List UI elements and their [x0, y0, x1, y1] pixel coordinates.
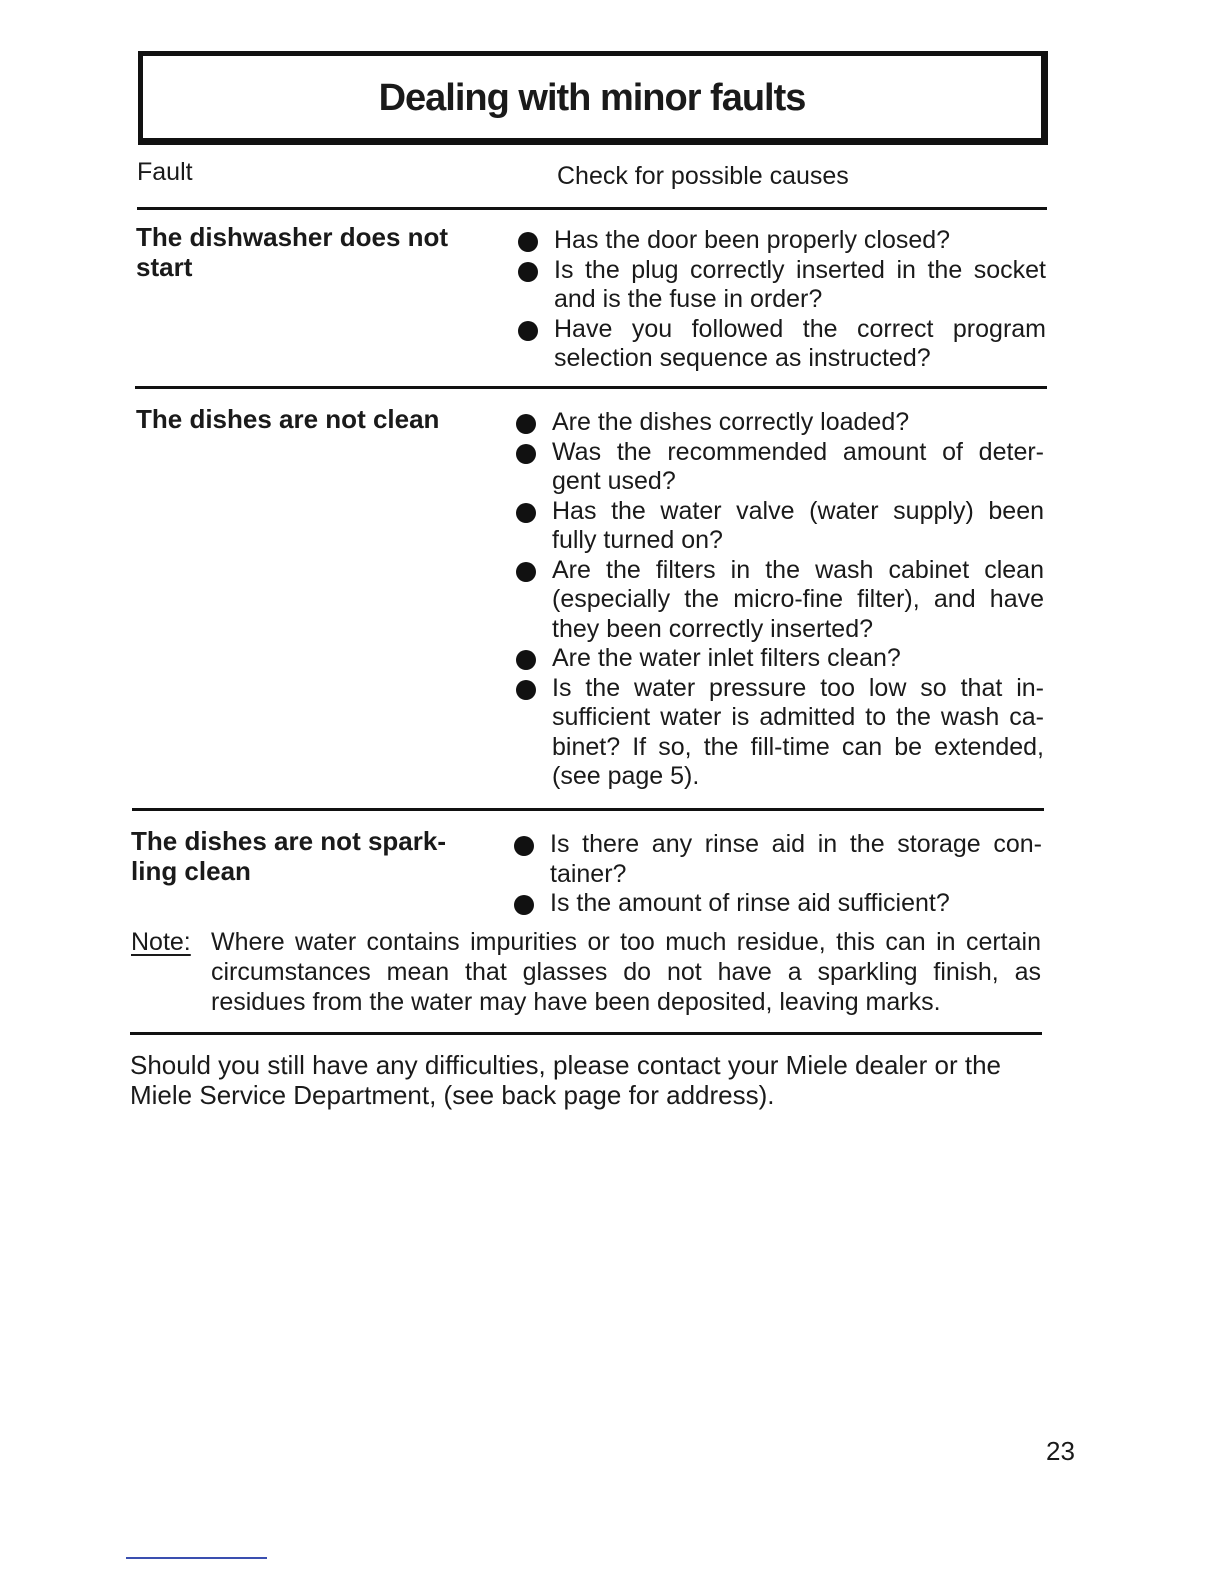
bullet-icon	[516, 680, 536, 700]
note	[131, 927, 1041, 1017]
row-divider	[135, 386, 1047, 389]
page-title: Dealing with minor faults	[378, 76, 806, 119]
bullet-icon	[516, 414, 536, 434]
cause-item: Was the recommended amount of deter-gent used?	[514, 438, 1044, 497]
bullet-icon	[514, 895, 534, 915]
cause-item: Is the plug correctly inserted in the socket and is the fuse in order?	[516, 256, 1046, 315]
bullet-icon	[516, 503, 536, 523]
cause-item: Are the filters in the wash cabinet clean (especially the micro-fine filter), and have they been correctly inserted?	[514, 556, 1044, 645]
bullet-icon	[518, 321, 538, 341]
cause-item: Are the water inlet filters clean?	[514, 644, 1044, 674]
cause-list	[516, 226, 1046, 374]
fault-column-header: Fault	[137, 158, 193, 186]
fault-label: The dishes are not spark-ling clean	[131, 826, 446, 886]
cause-item: Has the door been properly closed?	[516, 226, 1046, 256]
bottom-mark	[126, 1557, 267, 1559]
cause-item: Is there any rinse aid in the storage con-tainer?	[512, 830, 1042, 889]
title-box	[138, 51, 1048, 145]
bullet-icon	[516, 562, 536, 582]
causes-column-header: Check for possible causes	[557, 162, 849, 190]
header-divider	[137, 207, 1047, 210]
bullet-icon	[518, 232, 538, 252]
bullet-icon	[518, 262, 538, 282]
bullet-icon	[514, 836, 534, 856]
bullet-icon	[516, 444, 536, 464]
fault-label: The dishes are not clean	[136, 404, 440, 434]
fault-label: The dishwasher does not start	[136, 222, 449, 282]
note-text: Where water contains impurities or too much residue, this can in certain circumstances mean that glasses do not have a sparkling finish, as residues from the water may have been deposited, leaving marks.	[211, 928, 1041, 1016]
page-number: 23	[1046, 1436, 1075, 1466]
cause-list	[512, 830, 1042, 919]
closing-paragraph: Should you still have any difficulties, please contact your Miele dealer or the Miele Service Department, (see back page for address).	[130, 1050, 1002, 1110]
bullet-icon	[516, 650, 536, 670]
cause-item: Have you followed the correct program selection sequence as instructed?	[516, 315, 1046, 374]
cause-item: Is the water pressure too low so that in-sufficient water is admitted to the wash ca-binet? If so, the fill-time can be extended, (see page 5).	[514, 674, 1044, 792]
note-divider	[130, 1032, 1042, 1035]
note-label: Note:	[131, 928, 191, 956]
cause-item: Is the amount of rinse aid sufficient?	[512, 889, 1042, 919]
cause-item: Has the water valve (water supply) been fully turned on?	[514, 497, 1044, 556]
row-divider	[132, 808, 1044, 811]
cause-list	[514, 408, 1044, 792]
cause-item: Are the dishes correctly loaded?	[514, 408, 1044, 438]
